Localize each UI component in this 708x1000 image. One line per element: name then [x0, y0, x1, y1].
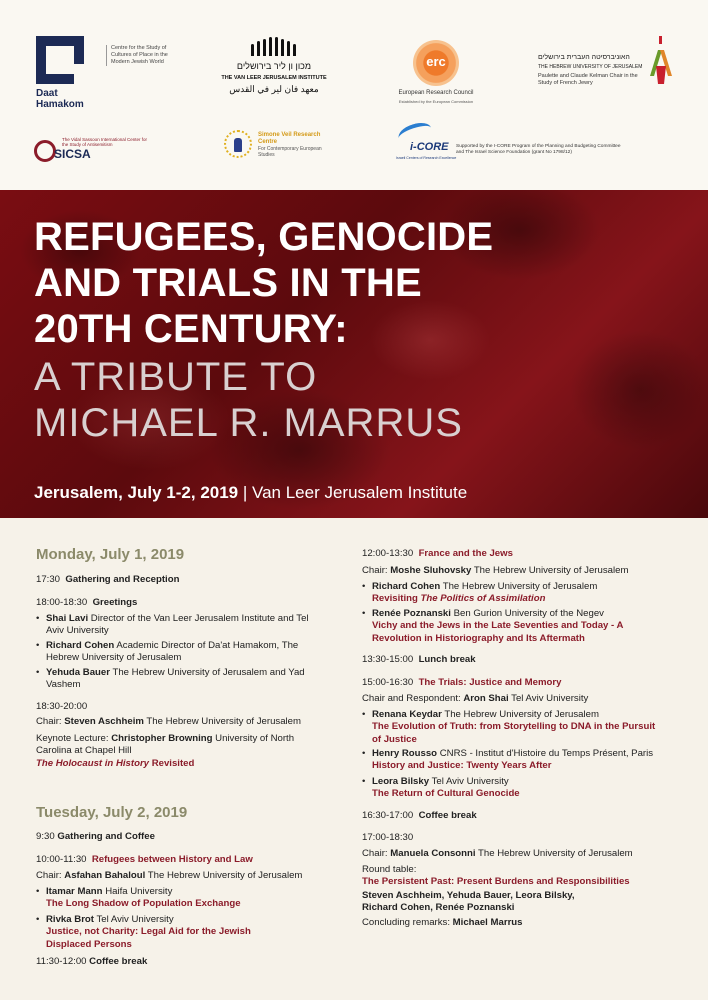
chair-name: Manuela Consonni	[390, 848, 476, 859]
chair-affiliation: Tel Aviv University	[511, 693, 589, 704]
session-title: Lunch break	[418, 654, 476, 665]
roundtable	[362, 864, 662, 889]
speaker-name: Henry Rousso	[372, 748, 438, 759]
van-leer-arabic: معهد فان لير في القدس	[229, 84, 319, 94]
speaker-affiliation: The Hebrew University of Jerusalem and Yad Vashem	[46, 667, 305, 691]
huji-emblem-icon	[648, 36, 674, 86]
panel-speaker	[362, 608, 662, 645]
title-line: AND TRIALS IN THE	[34, 261, 422, 305]
speaker-affiliation: Director of the Van Leer Jerusalem Institute and Tel Aviv University	[46, 613, 309, 637]
chair-name: Aron Shai	[463, 693, 509, 704]
talk-title-rest: Revisited	[151, 757, 195, 769]
van-leer-english: THE VAN LEER JERUSALEM INSTITUTE	[221, 75, 327, 81]
chair-label: Chair:	[362, 848, 388, 859]
speaker-affiliation: The Hebrew University of Jerusalem	[444, 709, 599, 720]
talk-title-italic: The Politics of Assimilation	[420, 593, 546, 605]
panel-speaker	[362, 709, 662, 746]
session-coffee	[362, 810, 477, 822]
speaker-name: Richard Cohen	[46, 640, 115, 651]
talk-title: Vichy and the Jews in the Late Seventies and Today - A Revolution in Historiography and Its Aftermath	[372, 620, 624, 644]
session-time: 10:00-11:30	[36, 854, 87, 865]
sicsa-wordmark: SICSA	[54, 147, 91, 161]
concluding-speaker: Michael Marrus	[452, 917, 523, 928]
session-title: Greetings	[92, 597, 138, 608]
concluding-label: Concluding remarks:	[362, 917, 450, 928]
speaker-name: Yehuda Bauer	[46, 667, 110, 678]
huji-hebrew: האוניברסיטה העברית בירושלים	[538, 54, 630, 61]
speaker-affiliation: Tel Aviv University	[431, 776, 509, 787]
session-chair	[362, 565, 672, 577]
session-title: Coffee break	[89, 956, 148, 967]
talk-title: The Evolution of Truth: from Storytelling to DNA in the Pursuit of Justice	[372, 721, 656, 745]
event-venue: Van Leer Jerusalem Institute	[252, 483, 468, 502]
icore-sub: Israeli Centers of Research Excellence	[396, 156, 457, 160]
event-date-venue	[34, 483, 467, 503]
tuesday-session-refugees	[36, 854, 253, 866]
erc-name: European Research Council	[398, 90, 474, 96]
chair-affiliation: The Hebrew University of Jerusalem	[473, 565, 629, 576]
monday-heading: Monday, July 1, 2019	[36, 546, 185, 563]
sicsa-mark-icon	[34, 140, 56, 162]
keynote-session-time: 18:30-20:00	[36, 701, 88, 712]
session-time: 13:30-15:00	[362, 654, 414, 665]
speaker-affiliation: Ben Gurion University of the Negev	[453, 608, 604, 619]
roundtable-title: The Persistent Past: Present Burdens and Responsibilities	[362, 876, 630, 888]
erc-mark-text: erc	[426, 54, 446, 69]
session-time: 11:30-12:00	[36, 956, 87, 967]
talk-title: The Return of Cultural Genocide	[372, 788, 520, 800]
chair-affiliation: The Hebrew University of Jerusalem	[147, 870, 303, 881]
session-time: 16:30-17:00	[362, 810, 414, 821]
sicsa-desc: The Vidal Sassoon International Center for the Study of Antisemitism	[62, 137, 147, 147]
tuesday-heading: Tuesday, July 2, 2019	[36, 804, 188, 821]
session-title: Gathering and Coffee	[57, 831, 155, 842]
session-time: 12:00-13:30	[362, 548, 414, 559]
chair-name: Moshe Sluhovsky	[390, 565, 472, 576]
talk-title-prefix: Revisiting	[372, 593, 418, 605]
session-chair	[362, 848, 672, 860]
event-date: Jerusalem, July 1-2, 2019	[34, 483, 239, 502]
tuesday-session-gathering	[36, 831, 155, 843]
speaker-affiliation: The Hebrew University of Jerusalem	[442, 581, 598, 592]
speaker-name: Shai Lavi	[46, 613, 89, 624]
date-separator: |	[238, 483, 253, 502]
session-roundtable-time: 17:00-18:30	[362, 832, 414, 843]
session-lunch	[362, 654, 476, 666]
person-icon	[234, 138, 242, 152]
van-leer-columns-icon	[248, 36, 298, 56]
speaker-name: Renée Poznanski	[372, 608, 451, 619]
chair-label: Chair:	[36, 870, 62, 881]
speaker-affiliation: Tel Aviv University	[96, 914, 174, 925]
chair-affiliation: The Hebrew University of Jerusalem	[478, 848, 633, 859]
talk-title: The Long Shadow of Population Exchange	[46, 898, 241, 910]
panel-speaker	[362, 748, 672, 773]
panel-speaker	[362, 776, 662, 801]
session-chair	[36, 870, 336, 882]
chair-label: Chair:	[362, 565, 388, 576]
monday-session-greetings	[36, 597, 137, 609]
simone-veil-sub: For Contemporary European Studies	[258, 146, 322, 158]
hero-banner	[0, 190, 708, 518]
tuesday-session-coffee	[36, 956, 147, 968]
speaker-affiliation: Haifa University	[105, 886, 173, 897]
subtitle-line: A TRIBUTE TO	[34, 355, 318, 399]
monday-session-reception	[36, 574, 179, 586]
session-trials	[362, 677, 561, 689]
talk-title: Justice, not Charity: Legal Aid for the Jewish Displaced Persons	[46, 926, 251, 950]
chair-name: Steven Aschheim	[64, 716, 144, 727]
greeting-speaker	[36, 613, 326, 638]
panel-speaker	[36, 914, 296, 951]
session-title: France and the Jews	[418, 548, 513, 559]
session-title: The Trials: Justice and Memory	[418, 677, 562, 688]
event-subtitle	[34, 354, 463, 446]
speaker-affiliation: Academic Director of Da'at Hamakom, The Hebrew University of Jerusalem	[46, 640, 299, 664]
sponsor-logos	[0, 0, 708, 190]
daat-hamakom-desc: Centre for the Study of Cultures of Place in the Modern Jewish World	[106, 45, 174, 66]
icore-desc: Supported by the I-CORE Program of the Planning and Budgeting Committee and The Israel Science Foundation (grant No 1798/12)	[456, 144, 621, 155]
chair-name: Asfahan Bahaloul	[64, 870, 146, 881]
keynote-lecture	[36, 733, 326, 770]
speaker-name: Richard Cohen	[372, 581, 441, 592]
icore-wordmark: i-CORE	[410, 141, 449, 153]
huji-english: THE HEBREW UNIVERSITY OF JERUSALEM	[538, 64, 643, 70]
session-title: Gathering and Reception	[65, 574, 180, 585]
title-line: REFUGEES, GENOCIDE	[34, 215, 494, 259]
session-time: 18:00-18:30	[36, 597, 88, 608]
huji-chair: Paulette and Claude Kelman Chair in the Study of French Jewry	[538, 73, 638, 86]
van-leer-hebrew: מכון ון ליר בירושלים	[236, 61, 312, 71]
panel-speaker	[362, 581, 662, 606]
talk-title: History and Justice: Twenty Years After	[372, 760, 552, 772]
subtitle-line: MICHAEL R. MARRUS	[34, 401, 463, 445]
chair-label: Chair and Respondent:	[362, 693, 461, 704]
talk-title-italic: The Holocaust in History	[36, 757, 150, 769]
speaker-name: Rivka Brot	[46, 914, 94, 925]
roundtable-label: Round table:	[362, 864, 417, 875]
greeting-speaker	[36, 640, 326, 665]
event-title	[34, 214, 493, 352]
simone-veil-name: Simone Veil Research Centre	[258, 132, 321, 145]
daat-hamakom-name: Daat Hamakom	[36, 88, 84, 110]
speaker-name: Renana Keydar	[372, 709, 442, 720]
daat-hamakom-mark-icon	[36, 36, 84, 84]
session-time: 17:30	[36, 574, 61, 585]
speaker-name: Itamar Mann	[46, 886, 103, 897]
title-line: 20TH CENTURY:	[34, 307, 348, 351]
session-title: Refugees between History and Law	[91, 854, 253, 865]
speaker-affiliation: CNRS - Institut d'Histoire du Temps Présent, Paris	[439, 748, 654, 759]
speaker-affiliation: University of North Carolina at Chapel Hill	[36, 733, 295, 757]
panel-speaker	[36, 886, 326, 911]
greeting-speaker	[36, 667, 326, 692]
erc-sub: Established by the European Commission	[398, 99, 474, 104]
speaker-name: Christopher Browning	[111, 733, 213, 744]
roundtable-speakers: Steven Aschheim, Yehuda Bauer, Leora Bilsky, Richard Cohen, Renée Poznanski	[362, 890, 575, 914]
session-time: 9:30	[36, 831, 55, 842]
chair-label: Chair:	[36, 716, 62, 727]
erc-mark-icon	[413, 40, 459, 86]
speaker-name: Leora Bilsky	[372, 776, 430, 787]
concluding-remarks	[362, 917, 662, 929]
keynote-chair	[36, 716, 336, 728]
session-france	[362, 548, 513, 560]
session-time: 15:00-16:30	[362, 677, 414, 688]
session-chair	[362, 693, 672, 705]
session-title: Coffee break	[418, 810, 477, 821]
chair-affiliation: The Hebrew University of Jerusalem	[146, 716, 302, 727]
keynote-label: Keynote Lecture:	[36, 733, 109, 744]
